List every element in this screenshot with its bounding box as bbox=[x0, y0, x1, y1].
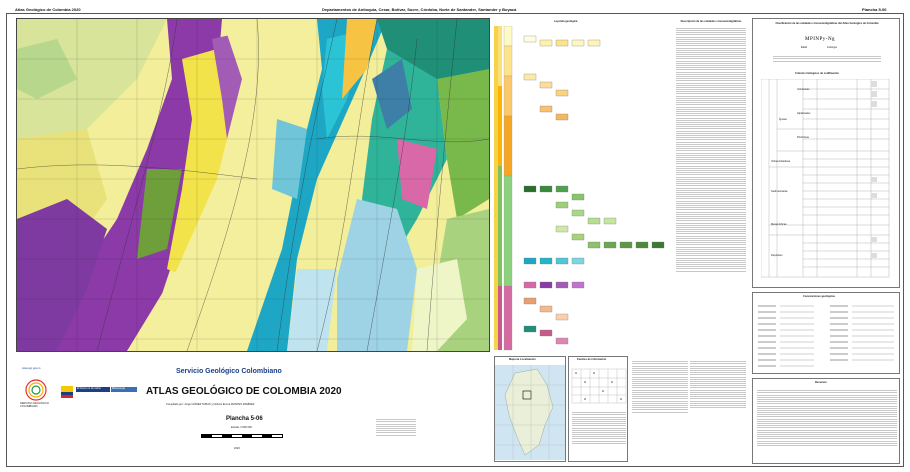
sgc-logo-text: SERVICIO GEOLÓGICO COLOMBIANO bbox=[20, 402, 49, 408]
subgroup-plutonicas: Plutónicas bbox=[797, 136, 809, 139]
litologia-label: Litología bbox=[827, 46, 837, 49]
classification-panel bbox=[752, 18, 900, 288]
criteria-title: Criterios litológicos de codificación bbox=[795, 72, 839, 75]
header-right: Plancha 5-06 bbox=[862, 7, 887, 12]
group-volcanoclasticas: Volcanoclásticas bbox=[771, 160, 791, 163]
geological-map[interactable] bbox=[16, 18, 490, 352]
conventions-title: Convenciones geológicas bbox=[803, 295, 835, 298]
sources-text bbox=[572, 411, 626, 445]
group-metamorficas: Metamórficas bbox=[771, 223, 787, 226]
classification-title: Clasificación de las unidades cronoestratigráficas del Atlas Geológico de Colombia bbox=[775, 22, 879, 25]
sheet-number: Plancha 5-06 bbox=[226, 416, 263, 422]
scale-text: Escala: 1:500 000 bbox=[231, 426, 252, 429]
legend-chart bbox=[494, 26, 674, 358]
header-left: Atlas Geológico de Colombia 2020 bbox=[15, 7, 81, 12]
group-igneas: Ígneas bbox=[779, 118, 787, 121]
sources-panel bbox=[568, 356, 628, 462]
website-link[interactable]: www.sgc.gov.co bbox=[22, 367, 41, 370]
colombia-shield-icon bbox=[61, 386, 73, 398]
location-map-title: Mapa de Localización bbox=[509, 358, 536, 361]
geological-legend bbox=[494, 18, 674, 350]
minenergia-badge: El futuro es de todos bbox=[76, 387, 110, 392]
sgc-logo-icon bbox=[24, 378, 48, 402]
geological-map-canvas bbox=[17, 19, 489, 351]
unit-descriptions bbox=[676, 18, 746, 350]
references-panel bbox=[630, 356, 748, 462]
subgroup-hipabisales: Hipabisales bbox=[797, 112, 811, 115]
right-panel bbox=[752, 18, 900, 463]
subgroup-volcanicas: Volcánicas bbox=[797, 88, 810, 91]
references-col-2 bbox=[690, 360, 746, 409]
group-depositos: Depósitos bbox=[771, 254, 783, 257]
conventions-panel bbox=[752, 292, 900, 374]
summary-title: Resumen bbox=[815, 381, 827, 384]
header-center: Departamentos de Antioquia, Cesar, Bolívar, Sucre, Córdoba, Norte de Santander, Santander y Boyacá bbox=[322, 7, 517, 12]
references-col-1 bbox=[632, 360, 688, 414]
description-text-block bbox=[676, 28, 746, 272]
org-name: Servicio Geológico Colombiano bbox=[176, 368, 282, 375]
gob-badge: Minenergía bbox=[111, 387, 137, 392]
sources-grid bbox=[570, 367, 628, 407]
atlas-title: ATLAS GEOLÓGICO DE COLOMBIA 2020 bbox=[146, 386, 342, 397]
description-title: Descripción de las unidades cronoestratigráficas bbox=[680, 20, 742, 23]
compiled-by: Compilado por: Jorge GÓMEZ TAPIAS y Nohora Emma MONTES RAMÍREZ bbox=[166, 403, 255, 406]
code-example: MPINPy-Ng bbox=[805, 37, 836, 42]
group-sedimentarias: Sedimentarias bbox=[771, 190, 788, 193]
year: 2020 bbox=[234, 447, 240, 450]
sources-title: Fuentes de información bbox=[577, 358, 607, 361]
legend-title: Leyenda geológica bbox=[554, 20, 578, 23]
location-map-panel bbox=[494, 356, 566, 462]
criteria-table bbox=[761, 79, 891, 279]
conventions-symbols bbox=[754, 302, 900, 374]
summary-panel bbox=[752, 378, 900, 464]
code-notes bbox=[773, 55, 881, 63]
summary-text bbox=[757, 389, 897, 447]
location-map-image bbox=[495, 365, 565, 460]
scale-bar bbox=[201, 434, 283, 438]
edad-label: Edad bbox=[801, 46, 808, 49]
title-block bbox=[16, 356, 491, 461]
notes-block bbox=[376, 418, 416, 437]
